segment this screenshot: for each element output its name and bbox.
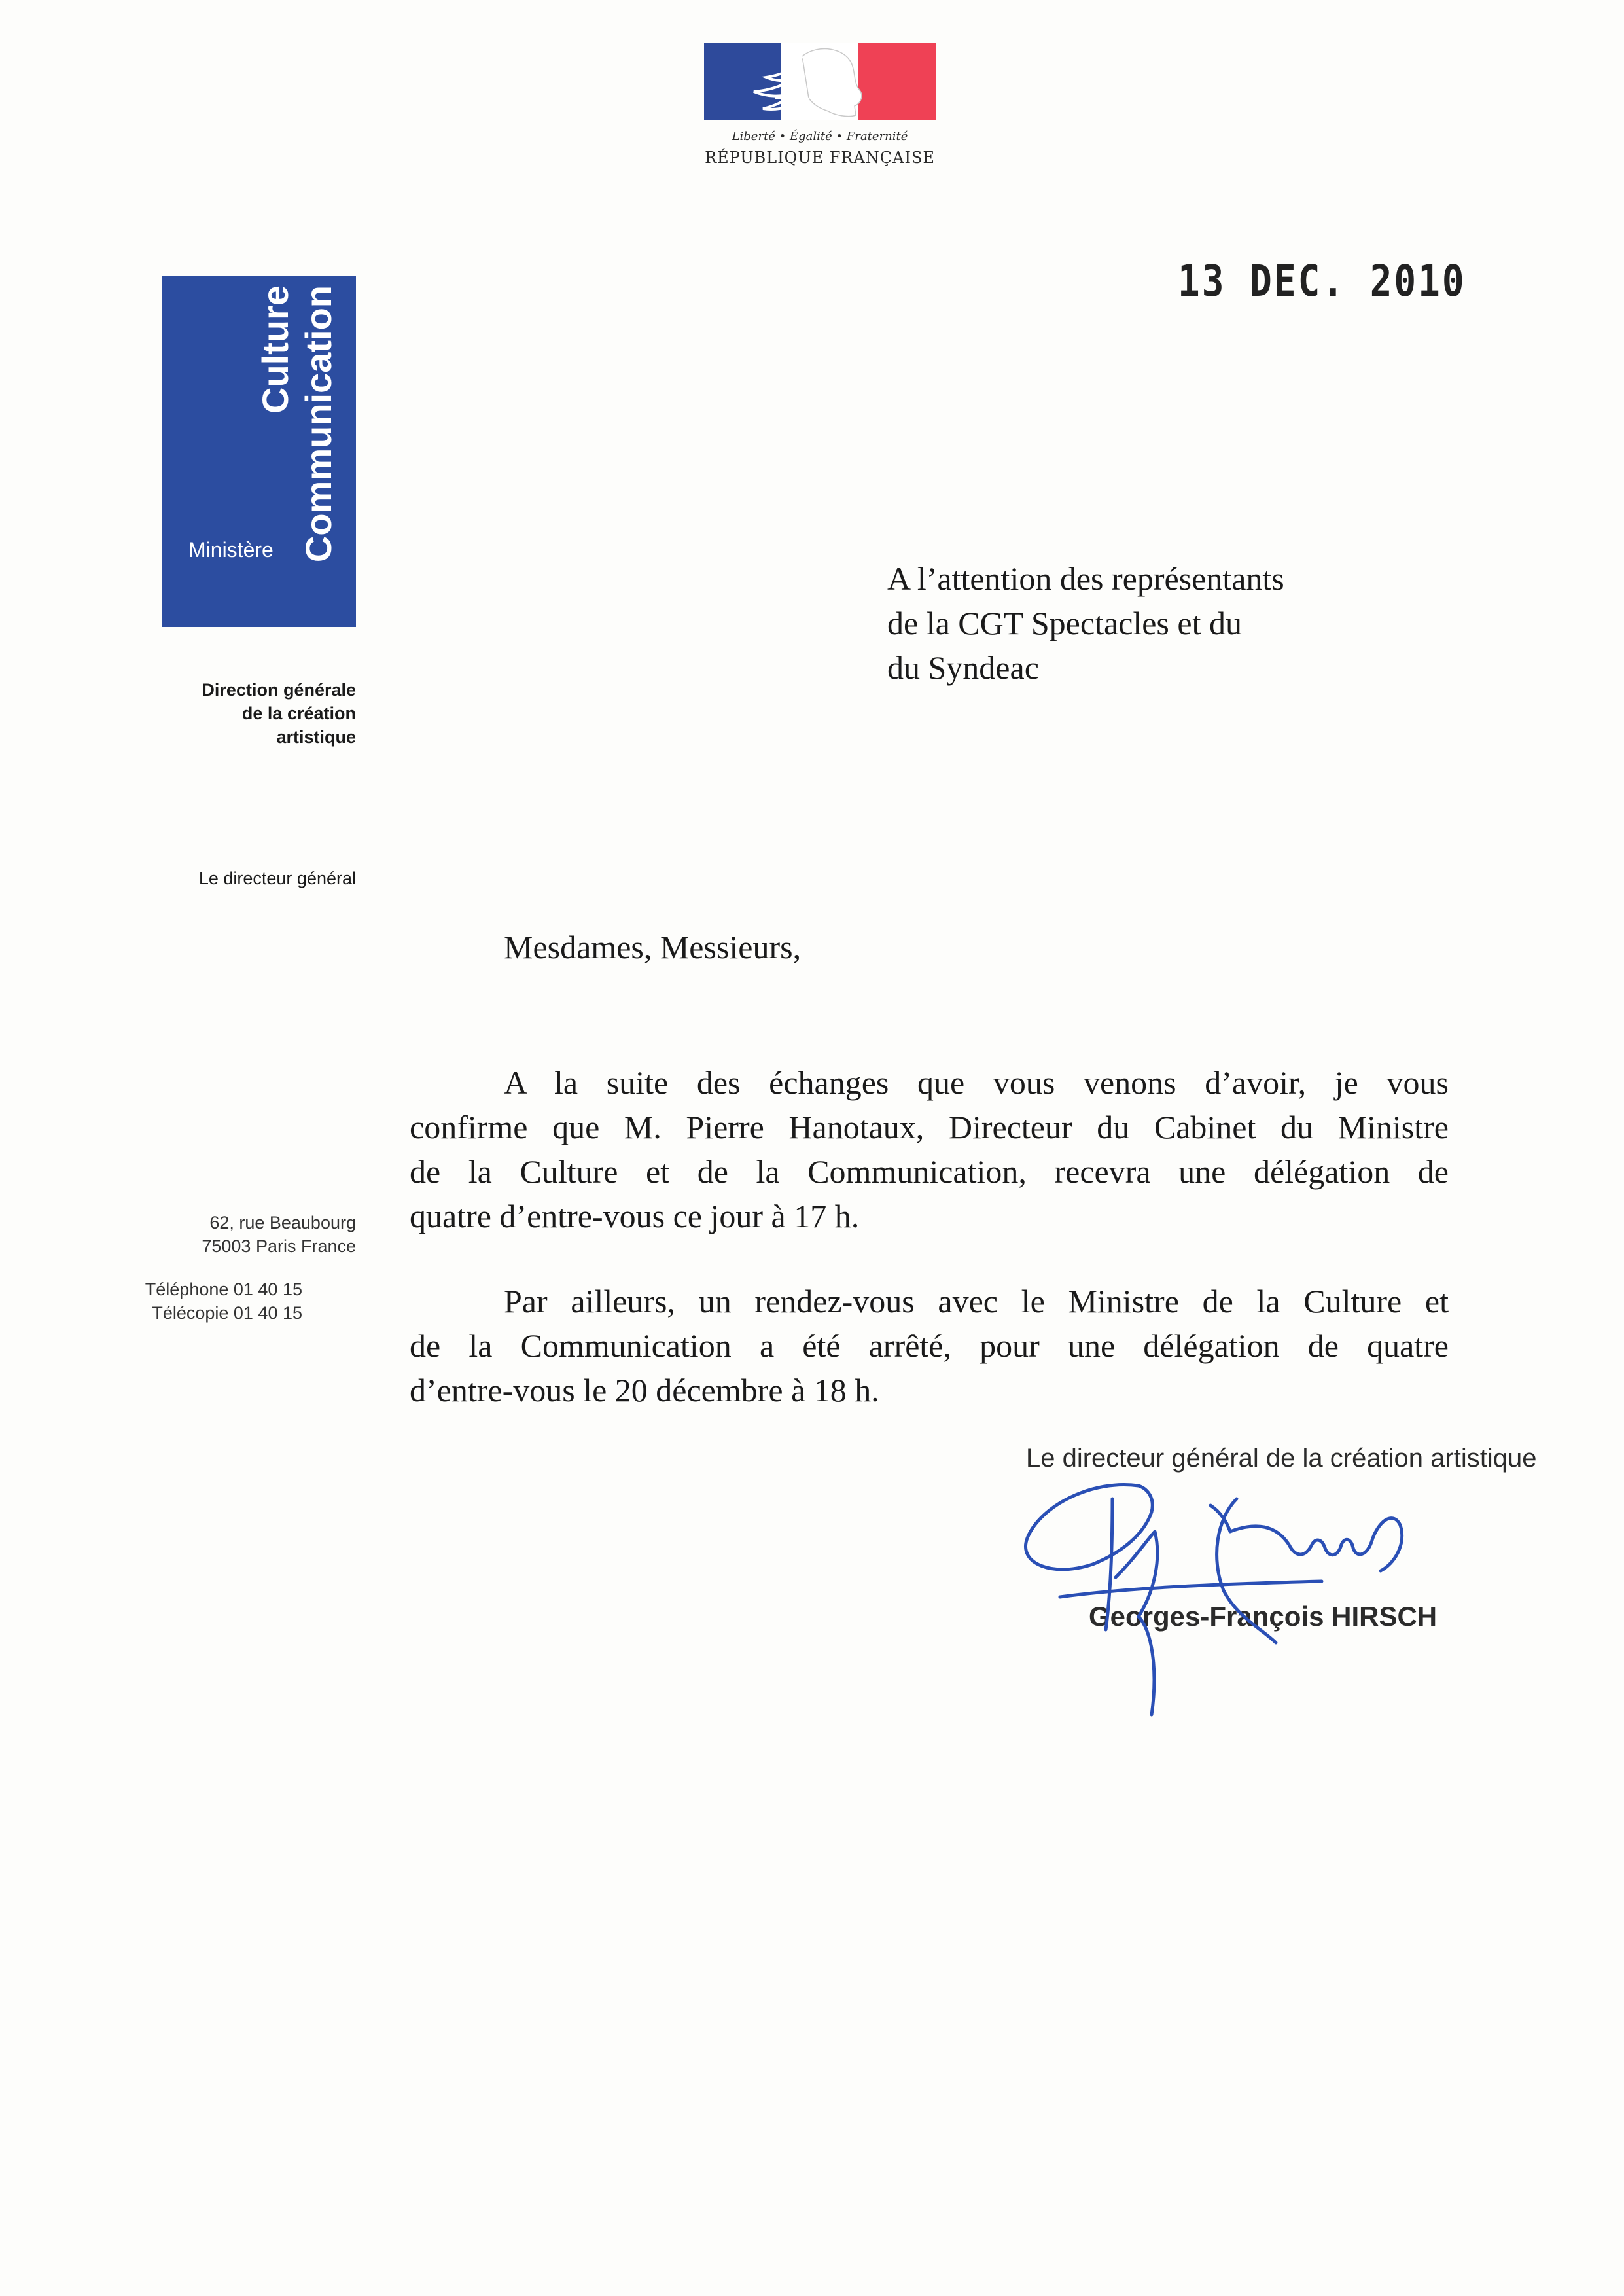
ministry-label: Ministère — [188, 538, 274, 562]
paragraph-line: quatre d’entre-vous ce jour à 17 h. — [410, 1198, 860, 1234]
direction-line: Direction générale — [202, 680, 356, 700]
republique-francaise-logo — [704, 43, 936, 167]
paragraph-line: Par ailleurs, un rendez-vous avec le Ministre de la Culture et — [504, 1283, 1449, 1319]
paragraph-line: d’entre-vous le 20 décembre à 18 h. — [410, 1372, 879, 1408]
marianne-flag-icon — [704, 43, 936, 120]
ministry-line-culture: Culture — [255, 285, 296, 414]
address-line: 75003 Paris France — [202, 1236, 356, 1256]
body-paragraph — [410, 1060, 1449, 1238]
address-block — [131, 1211, 356, 1258]
direction-name — [131, 678, 356, 749]
signature-title: Le directeur général de la création artistique — [1026, 1444, 1537, 1473]
recipient-line: A l’attention des représentants — [887, 560, 1284, 597]
recipient-line: de la CGT Spectacles et du — [887, 605, 1242, 641]
handwritten-signature-icon — [1014, 1460, 1446, 1721]
salutation: Mesdames, Messieurs, — [504, 929, 802, 965]
telecopie-line: Télécopie 01 40 15 — [152, 1303, 302, 1323]
signatory-name: Georges-François HIRSCH — [1089, 1601, 1438, 1632]
directeur-label: Le directeur général — [198, 869, 356, 888]
republic-name: RÉPUBLIQUE FRANÇAISE — [705, 149, 935, 167]
paragraph-line: confirme que M. Pierre Hanotaux, Directeur du Cabinet du Ministre — [410, 1109, 1449, 1145]
recipient-block — [887, 556, 1284, 690]
recipient-line: du Syndeac — [887, 649, 1039, 686]
republic-motto: Liberté • Égalité • Fraternité — [732, 130, 908, 143]
paragraph-line: de la Culture et de la Communication, recevra une délégation de — [410, 1153, 1449, 1190]
paragraph-line: A la suite des échanges que vous venons d’avoir, je vous — [504, 1064, 1449, 1101]
ministry-line-communication: Communication — [298, 285, 339, 563]
date-stamp: 13 DEC. 2010 — [1178, 257, 1466, 307]
direction-line: artistique — [276, 727, 356, 747]
telephone-line: Téléphone 01 40 15 — [145, 1280, 302, 1299]
ministry-vertical-title — [162, 276, 356, 627]
ministry-logo-block — [162, 276, 356, 627]
address-line: 62, rue Beaubourg — [209, 1213, 356, 1232]
body-paragraph — [410, 1279, 1449, 1412]
direction-line: de la création — [241, 704, 356, 723]
contact-block — [92, 1278, 302, 1325]
paragraph-line: de la Communication a été arrêté, pour une délégation de quatre — [410, 1327, 1449, 1364]
